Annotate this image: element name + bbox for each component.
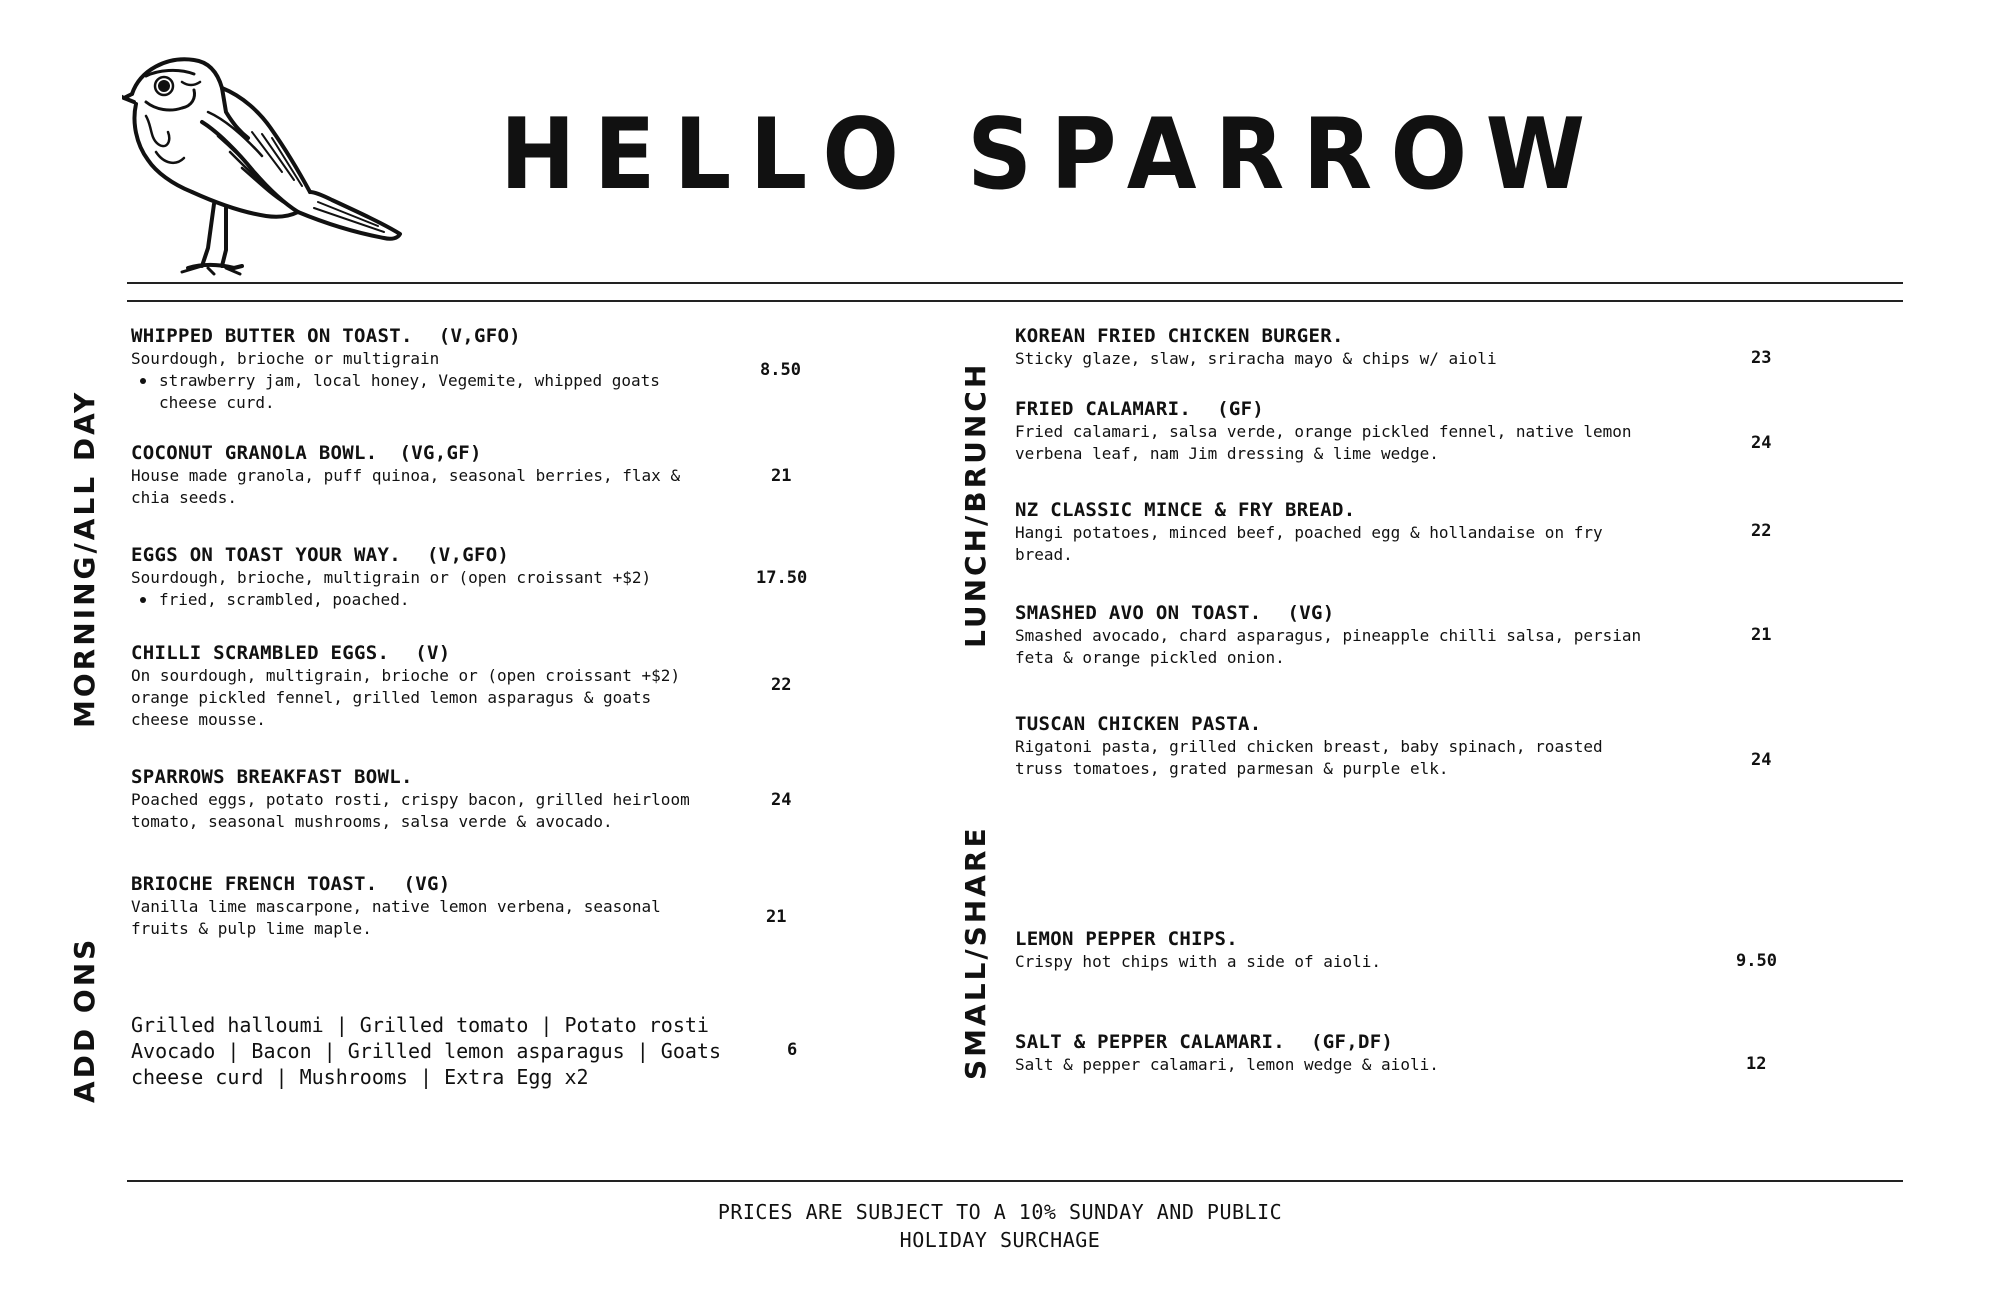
item-name: LEMON PEPPER CHIPS. (1015, 928, 1239, 950)
surcharge-line-1: PRICES ARE SUBJECT TO A 10% SUNDAY AND PUBLIC (717, 1200, 1283, 1224)
item-description: Sourdough, brioche or multigrain (131, 349, 440, 368)
menu-item-coconut-granola (131, 441, 691, 509)
item-price: 24 (771, 790, 792, 810)
menu-item-smashed-avo (1015, 601, 1655, 669)
item-name: SMASHED AVO ON TOAST. (VG) (1015, 602, 1335, 624)
item-price: 23 (1751, 348, 1772, 368)
item-name: SALT & PEPPER CALAMARI. (GF,DF) (1015, 1031, 1394, 1053)
item-price: 24 (1751, 433, 1772, 453)
header-divider-bottom (127, 300, 1903, 302)
menu-item-brioche-french-toast (131, 872, 691, 940)
item-option-bullet: strawberry jam, local honey, Vegemite, whipped goats cheese curd. (131, 370, 691, 414)
item-description: Smashed avocado, chard asparagus, pineapple chilli salsa, persian feta & orange pickled onion. (1015, 626, 1642, 667)
item-description: Sticky glaze, slaw, sriracha mayo & chips w/ aioli (1015, 349, 1497, 368)
item-name: EGGS ON TOAST YOUR WAY. (V,GFO) (131, 544, 510, 566)
sparrow-logo-illustration (122, 52, 412, 284)
item-name: CHILLI SCRAMBLED EGGS. (V) (131, 642, 451, 664)
addons-list: Grilled halloumi | Grilled tomato | Potato rosti Avocado | Bacon | Grilled lemon asparagus | Goats cheese curd | Mushrooms | Extra Egg x2 (131, 1013, 722, 1089)
section-label-morning: MORNING/ALL DAY (68, 389, 101, 728)
item-price: 24 (1751, 750, 1772, 770)
item-name: BRIOCHE FRENCH TOAST. (VG) (131, 873, 451, 895)
menu-item-whipped-butter (131, 324, 691, 414)
item-description: Hangi potatoes, minced beef, poached egg & hollandaise on fry bread. (1015, 523, 1603, 564)
menu-item-korean-chicken-burger (1015, 324, 1665, 370)
item-price: 21 (771, 466, 792, 486)
section-label-addons: ADD ONS (68, 936, 101, 1103)
item-price: 8.50 (760, 360, 801, 380)
surcharge-line-2: HOLIDAY SURCHAGE (899, 1228, 1101, 1252)
menu-item-chilli-scrambled (131, 641, 691, 731)
footer-divider (127, 1180, 1903, 1182)
section-label-lunch: LUNCH/BRUNCH (959, 361, 992, 648)
item-price: 21 (766, 907, 787, 927)
item-price: 21 (1751, 625, 1772, 645)
item-description: Vanilla lime mascarpone, native lemon verbena, seasonal fruits & pulp lime maple. (131, 897, 661, 938)
item-description: Fried calamari, salsa verde, orange pickled fennel, native lemon verbena leaf, nam Jim dressing & lime wedge. (1015, 422, 1632, 463)
item-price: 12 (1746, 1054, 1767, 1074)
item-description: House made granola, puff quinoa, seasonal berries, flax & chia seeds. (131, 466, 681, 507)
item-name: FRIED CALAMARI. (GF) (1015, 398, 1265, 420)
item-name: SPARROWS BREAKFAST BOWL. (131, 766, 413, 788)
item-name: NZ CLASSIC MINCE & FRY BREAD. (1015, 499, 1356, 521)
menu-item-tuscan-chicken-pasta (1015, 712, 1655, 780)
item-description: Salt & pepper calamari, lemon wedge & aioli. (1015, 1055, 1439, 1074)
section-label-small: SMALL/SHARE (959, 825, 992, 1080)
item-name: WHIPPED BUTTER ON TOAST. (V,GFO) (131, 325, 521, 347)
menu-item-salt-pepper-calamari (1015, 1030, 1655, 1076)
item-description: On sourdough, multigrain, brioche or (open croissant +$2) orange pickled fennel, grilled lemon asparagus & goats cheese mousse. (131, 666, 681, 729)
page-title: HELLO SPARROW (500, 98, 1604, 212)
addons-price: 6 (787, 1040, 798, 1060)
menu-item-breakfast-bowl (131, 765, 711, 833)
item-name: TUSCAN CHICKEN PASTA. (1015, 713, 1262, 735)
item-price: 22 (1751, 521, 1772, 541)
item-description: Crispy hot chips with a side of aioli. (1015, 952, 1382, 971)
menu-item-fried-calamari (1015, 397, 1665, 465)
item-description: Rigatoni pasta, grilled chicken breast, baby spinach, roasted truss tomatoes, grated parmesan & purple elk. (1015, 737, 1603, 778)
item-description: Poached eggs, potato rosti, crispy bacon, grilled heirloom tomato, seasonal mushrooms, salsa verde & avocado. (131, 790, 690, 831)
item-description: Sourdough, brioche, multigrain or (open croissant +$2) (131, 568, 652, 587)
menu-item-lemon-pepper-chips (1015, 927, 1655, 973)
item-price: 17.50 (756, 568, 808, 588)
item-price: 22 (771, 675, 792, 695)
header-divider-top (127, 282, 1903, 284)
surcharge-notice (600, 1198, 1400, 1254)
menu-item-eggs-on-toast (131, 543, 691, 611)
item-price: 9.50 (1736, 951, 1777, 971)
item-option-bullet: fried, scrambled, poached. (131, 589, 691, 611)
item-name: COCONUT GRANOLA BOWL. (VG,GF) (131, 442, 482, 464)
item-name: KOREAN FRIED CHICKEN BURGER. (1015, 325, 1344, 347)
menu-item-mince-fry-bread (1015, 498, 1655, 566)
